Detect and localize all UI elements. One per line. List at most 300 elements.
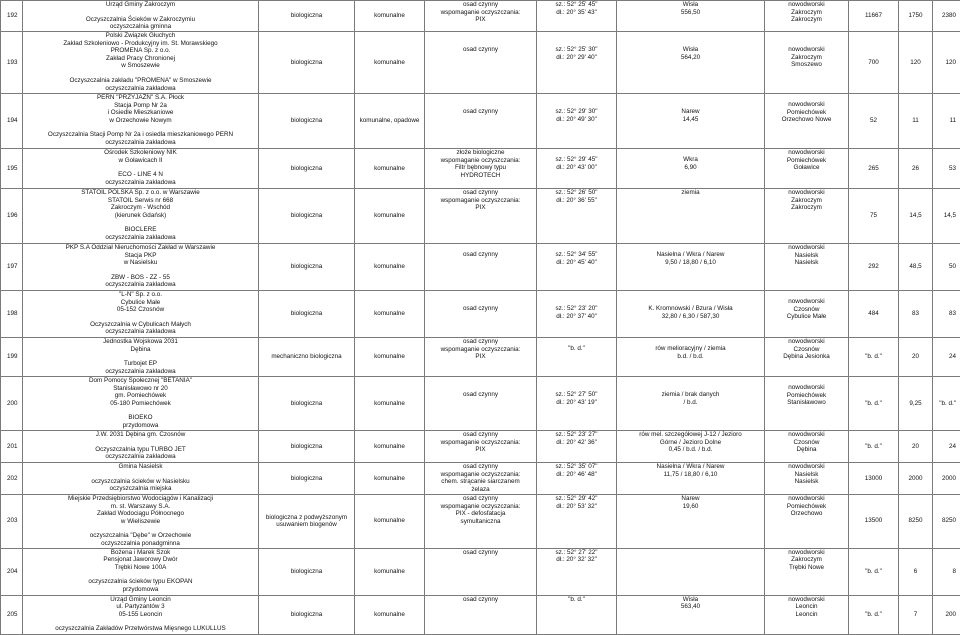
receiver-line: 556,50	[619, 9, 762, 17]
table-row	[1, 244, 960, 291]
row-number-cell	[1, 291, 23, 338]
facility-line: BIOCLERE	[25, 226, 256, 234]
facility-line: Stacja Pomp Nr 2a	[25, 102, 256, 110]
treatment-type-cell	[259, 463, 355, 495]
row-number-value: 198	[7, 310, 18, 317]
row-number-cell	[1, 595, 23, 634]
capacity-pe-value: "b. d."	[865, 568, 882, 575]
row-number-cell	[1, 94, 23, 149]
treatment-method-cell	[425, 595, 537, 634]
receiver-line: 11,75 / 18,80 / 6,10	[619, 471, 762, 479]
receiver-line	[619, 291, 762, 298]
facility-line: oczyszczalnia zakładowa	[25, 281, 256, 289]
design-flow-value: 20	[912, 443, 919, 450]
design-flow-value: 6	[914, 568, 918, 575]
receiver-cell	[617, 377, 765, 431]
facility-line: Dom Pomocy Społecznej "BETANIA"	[25, 377, 256, 385]
row-number-value: 203	[7, 517, 18, 524]
receiver-line	[619, 94, 762, 101]
max-flow-cell	[933, 495, 960, 549]
capacity-pe-cell	[849, 1, 899, 32]
treatment-method-line: wspomaganie oczyszczania:	[427, 157, 534, 165]
treatment-type-cell	[259, 149, 355, 189]
location-line: Orzechowo Nowe	[767, 116, 846, 124]
max-flow-cell	[933, 548, 960, 595]
location-line: Czosnów	[767, 439, 846, 447]
design-flow-cell	[899, 244, 933, 291]
capacity-pe-cell	[849, 244, 899, 291]
coordinates-cell	[537, 548, 617, 595]
treatment-method-line: wspomaganie oczyszczania:	[427, 503, 534, 511]
coordinates-line: sz.: 52° 26' 50"	[539, 189, 614, 197]
wastewater-kind-cell	[355, 244, 425, 291]
facility-line: oczyszczalnia zakładowa	[25, 179, 256, 187]
treatment-method-line	[427, 39, 534, 46]
location-line: Pomiechówek	[767, 392, 846, 400]
max-flow-cell	[933, 94, 960, 149]
coordinates-line	[539, 244, 614, 251]
facility-line: Bożena i Marek Szok	[25, 549, 256, 557]
max-flow-cell	[933, 149, 960, 189]
max-flow-value: 200	[945, 611, 956, 618]
treatment-type-value: biologiczna	[291, 475, 323, 482]
coordinates-line	[539, 101, 614, 108]
table-row	[1, 495, 960, 549]
facility-line: ECO - LINE 4 N	[25, 171, 256, 179]
location-line: nowodworski	[767, 46, 846, 54]
treatment-type-value: biologiczna	[291, 12, 323, 19]
capacity-pe-value: 292	[868, 263, 879, 270]
wastewater-kind-cell	[355, 149, 425, 189]
treatment-type-value: biologiczna	[291, 59, 323, 66]
treatment-type-cell	[259, 94, 355, 149]
receiver-cell	[617, 431, 765, 463]
coordinates-line: sz.: 52° 29' 45"	[539, 156, 614, 164]
treatment-method-line: żelaza	[427, 486, 534, 494]
treatment-type-value: biologiczna	[291, 400, 323, 407]
receiver-line: 563,40	[619, 603, 762, 611]
design-flow-cell	[899, 1, 933, 32]
treatment-method-line: osad czynny	[427, 391, 534, 399]
treatment-method-line	[427, 291, 534, 298]
treatment-method-cell	[425, 32, 537, 94]
facility-line: przydomowa	[25, 422, 256, 430]
location-line: nowodworski	[767, 495, 846, 503]
coordinates-cell	[537, 291, 617, 338]
facility-line: Oczyszczalnia Stacji Pomp Nr 2a i osiedla mieszkaniowego PERN	[25, 131, 256, 139]
location-line: nowodworski	[767, 384, 846, 392]
facility-cell	[23, 1, 259, 32]
treatment-type-value: biologiczna z podwyższonym usuwaniem biogenów	[266, 514, 347, 529]
receiver-line: 0,45 / b.d. / b.d.	[619, 446, 762, 454]
max-flow-value: 83	[949, 310, 956, 317]
treatment-method-line: osad czynny	[427, 251, 534, 259]
coordinates-line: sz.: 52° 34' 55"	[539, 251, 614, 259]
capacity-pe-cell	[849, 495, 899, 549]
location-line: Nasielsk	[767, 252, 846, 260]
facility-cell	[23, 149, 259, 189]
receiver-line: ziemia / brak danych	[619, 391, 762, 399]
design-flow-cell	[899, 291, 933, 338]
location-line: nowodworski	[767, 463, 846, 471]
location-line: Nasielsk	[767, 478, 846, 486]
treatment-method-line: wspomaganie oczyszczania:	[427, 471, 534, 479]
coordinates-line: dł.: 20° 29' 40"	[539, 54, 614, 62]
capacity-pe-value: "b. d."	[865, 400, 882, 407]
treatment-method-line: osad czynny	[427, 463, 534, 471]
max-flow-cell	[933, 377, 960, 431]
facility-line: PERN "PRZYJAŹŃ" S.A. Płock	[25, 94, 256, 102]
wastewater-kind-value: komunalne	[374, 353, 405, 360]
design-flow-cell	[899, 338, 933, 377]
receiver-line: Nasielna / Wkra / Narew	[619, 251, 762, 259]
design-flow-value: 14,5	[909, 212, 921, 219]
facility-line: Cybulice Małe	[25, 299, 256, 307]
design-flow-value: 20	[912, 353, 919, 360]
facility-line: Pensjonat Jaworowy Dwór	[25, 556, 256, 564]
facility-line: Zakład Szkoleniowo - Produkcyjny im. St. Morawskiego	[25, 40, 256, 48]
location-line: nowodworski	[767, 101, 846, 109]
design-flow-cell	[899, 431, 933, 463]
facility-line: PKP S.A Oddział Nieruchomości Zakład w Warszawie	[25, 244, 256, 252]
facility-line: oczyszczalnia miejska	[25, 485, 256, 493]
treatment-method-line: chem. strącanie siarczanem	[427, 478, 534, 486]
treatment-method-line: PIX	[427, 204, 534, 212]
facility-line: oczyszczalnia zakładowa	[25, 328, 256, 336]
coordinates-line	[539, 39, 614, 46]
facility-line	[25, 164, 256, 171]
location-cell	[765, 548, 849, 595]
max-flow-cell	[933, 431, 960, 463]
treatment-type-cell	[259, 595, 355, 634]
location-line: nowodworski	[767, 338, 846, 346]
row-number-value: 194	[7, 117, 18, 124]
location-line: Leoncin	[767, 603, 846, 611]
facility-line	[25, 219, 256, 226]
max-flow-cell	[933, 244, 960, 291]
facility-line	[25, 618, 256, 625]
treatment-method-line: osad czynny	[427, 338, 534, 346]
treatment-method-line: Filtr bębnowy typu	[427, 164, 534, 172]
wastewater-kind-value: komunalne	[374, 59, 405, 66]
max-flow-cell	[933, 463, 960, 495]
row-number-value: 196	[7, 212, 18, 219]
location-line: Zakroczym	[767, 9, 846, 17]
location-line: Dębina	[767, 446, 846, 454]
max-flow-value: 8	[952, 568, 956, 575]
treatment-type-value: mechaniczno biologiczna	[271, 353, 341, 360]
wastewater-kind-value: komunalne	[374, 517, 405, 524]
design-flow-cell	[899, 377, 933, 431]
receiver-line: rów mel. szczegółowej J-12 / Jezioro	[619, 431, 762, 439]
facility-cell	[23, 463, 259, 495]
wastewater-kind-cell	[355, 377, 425, 431]
facility-line: Urząd Gminy Leoncin	[25, 596, 256, 604]
design-flow-value: 1750	[908, 12, 922, 19]
wastewater-kind-cell	[355, 94, 425, 149]
treatment-type-value: biologiczna	[291, 263, 323, 270]
coordinates-line: dł.: 20° 43' 19"	[539, 399, 614, 407]
location-line: nowodworski	[767, 596, 846, 604]
design-flow-cell	[899, 189, 933, 244]
row-number-value: 199	[7, 353, 18, 360]
coordinates-cell	[537, 1, 617, 32]
max-flow-value: 24	[949, 443, 956, 450]
receiver-line: Wisła	[619, 1, 762, 9]
coordinates-cell	[537, 495, 617, 549]
facility-line: oczyszczalnia zakładowa	[25, 234, 256, 242]
table-row	[1, 94, 960, 149]
coordinates-cell	[537, 463, 617, 495]
table-row	[1, 377, 960, 431]
facility-line	[25, 124, 256, 131]
coordinates-line	[539, 94, 614, 101]
row-number-cell	[1, 495, 23, 549]
row-number-cell	[1, 548, 23, 595]
location-line: Stanisławowo	[767, 399, 846, 407]
wastewater-kind-cell	[355, 291, 425, 338]
treatment-method-line: PIX	[427, 446, 534, 454]
receiver-line: Wkra	[619, 156, 762, 164]
facility-line: J.W. 2031 Dębina gm. Czosnów	[25, 431, 256, 439]
receiver-cell	[617, 548, 765, 595]
coordinates-line: sz.: 52° 25' 45"	[539, 1, 614, 9]
facility-line: Zakroczym - Wschód	[25, 204, 256, 212]
receiver-line: Wisła	[619, 596, 762, 604]
location-line: nowodworski	[767, 189, 846, 197]
receiver-cell	[617, 1, 765, 32]
design-flow-value: 7	[914, 611, 918, 618]
capacity-pe-cell	[849, 377, 899, 431]
coordinates-line: dł.: 20° 36' 55"	[539, 197, 614, 205]
capacity-pe-value: 484	[868, 310, 879, 317]
treatment-type-cell	[259, 431, 355, 463]
location-line: Goławice	[767, 164, 846, 172]
facility-line: w Orzechowie Nowym	[25, 117, 256, 125]
treatment-type-cell	[259, 377, 355, 431]
design-flow-value: 11	[912, 117, 919, 124]
coordinates-line	[539, 298, 614, 305]
location-cell	[765, 431, 849, 463]
capacity-pe-cell	[849, 431, 899, 463]
facility-cell	[23, 338, 259, 377]
receiver-line	[619, 338, 762, 345]
coordinates-line	[539, 338, 614, 345]
facility-line: Zakład Wodociągu Północnego	[25, 510, 256, 518]
treatment-method-line: HYDROTECH	[427, 172, 534, 180]
facility-line	[25, 571, 256, 578]
coordinates-cell	[537, 595, 617, 634]
location-line: nowodworski	[767, 1, 846, 9]
location-line: Zakroczym	[767, 204, 846, 212]
capacity-pe-cell	[849, 548, 899, 595]
facility-line: oczyszczalnia zakładowa	[25, 139, 256, 147]
coordinates-cell	[537, 94, 617, 149]
facility-line: oczyszczalnia zakładowa	[25, 368, 256, 376]
facility-line: Stacja PKP	[25, 252, 256, 260]
coordinates-line: dł.: 20° 43' 00"	[539, 164, 614, 172]
facility-line: i Osiedle Mieszkaniowe	[25, 109, 256, 117]
facility-cell	[23, 595, 259, 634]
location-line	[767, 377, 846, 384]
coordinates-line: sz.: 52° 29' 42"	[539, 495, 614, 503]
location-line: Nasielsk	[767, 471, 846, 479]
design-flow-value: 120	[910, 59, 921, 66]
treatment-method-line	[427, 298, 534, 305]
wastewater-kind-value: komunalne	[374, 611, 405, 618]
receiver-line: 19,60	[619, 503, 762, 511]
location-line: Orzechowo	[767, 510, 846, 518]
location-line: Dębina Jesionka	[767, 353, 846, 361]
treatment-type-cell	[259, 495, 355, 549]
wastewater-kind-cell	[355, 189, 425, 244]
table-row	[1, 32, 960, 94]
row-number-cell	[1, 377, 23, 431]
wastewater-kind-value: komunalne	[374, 568, 405, 575]
facility-cell	[23, 377, 259, 431]
facility-line	[25, 439, 256, 446]
treatment-method-line	[427, 384, 534, 391]
treatment-method-line: PIX - defosfatacja	[427, 510, 534, 518]
row-number-value: 193	[7, 59, 18, 66]
treatment-type-value: biologiczna	[291, 165, 323, 172]
treatment-type-value: biologiczna	[291, 568, 323, 575]
receiver-line: / b.d.	[619, 399, 762, 407]
treatment-method-cell	[425, 431, 537, 463]
facility-line: Turbojet EP	[25, 360, 256, 368]
treatment-method-line	[427, 101, 534, 108]
location-line: Czosnów	[767, 346, 846, 354]
max-flow-cell	[933, 595, 960, 634]
receiver-line: Nasielna / Wkra / Narew	[619, 463, 762, 471]
facility-line: ZBW - BOS - ZZ - 55	[25, 274, 256, 282]
treatment-method-line	[427, 377, 534, 384]
facility-line: BIOEKO	[25, 414, 256, 422]
design-flow-cell	[899, 32, 933, 94]
max-flow-cell	[933, 338, 960, 377]
coordinates-line	[539, 149, 614, 156]
table-row	[1, 149, 960, 189]
receiver-line	[619, 298, 762, 305]
design-flow-value: 26	[912, 165, 919, 172]
treatment-type-cell	[259, 244, 355, 291]
treatment-type-value: biologiczna	[291, 212, 323, 219]
wastewater-kind-cell	[355, 338, 425, 377]
capacity-pe-cell	[849, 94, 899, 149]
location-line: nowodworski	[767, 431, 846, 439]
facility-line: Miejskie Przedsiębiorstwo Wodociągów i Kanalizacji	[25, 495, 256, 503]
facility-line: "L-N" Sp. z o.o.	[25, 291, 256, 299]
capacity-pe-cell	[849, 595, 899, 634]
treatment-method-cell	[425, 338, 537, 377]
treatment-method-line: PIX	[427, 16, 534, 24]
receiver-line	[619, 101, 762, 108]
location-cell	[765, 1, 849, 32]
facility-line: oczyszczalnia "Dębe" w Orzechowie	[25, 532, 256, 540]
location-line: nowodworski	[767, 549, 846, 557]
wastewater-kind-cell	[355, 431, 425, 463]
coordinates-cell	[537, 431, 617, 463]
facility-line: Oczyszczalnia Ścieków w Zakroczymiu	[25, 16, 256, 24]
treatment-method-cell	[425, 463, 537, 495]
facility-cell	[23, 32, 259, 94]
coordinates-line: sz.: 52° 35' 07"	[539, 463, 614, 471]
capacity-pe-value: "b. d."	[865, 443, 882, 450]
coordinates-line: sz.: 52° 27' 22"	[539, 549, 614, 557]
treatment-method-cell	[425, 189, 537, 244]
treatment-method-line: osad czynny	[427, 1, 534, 9]
receiver-line: Wisła	[619, 46, 762, 54]
location-line: Zakroczym	[767, 197, 846, 205]
location-cell	[765, 32, 849, 94]
coordinates-line: "b. d."	[539, 596, 614, 604]
capacity-pe-value: 265	[868, 165, 879, 172]
receiver-cell	[617, 244, 765, 291]
treatment-method-line: osad czynny	[427, 108, 534, 116]
treatment-method-line: osad czynny	[427, 549, 534, 557]
design-flow-cell	[899, 149, 933, 189]
facility-cell	[23, 94, 259, 149]
facility-line	[25, 525, 256, 532]
facility-line: oczyszczalnia gminna	[25, 23, 256, 31]
receiver-line: 14,45	[619, 116, 762, 124]
facility-line: w Nasielsku	[25, 259, 256, 267]
row-number-cell	[1, 189, 23, 244]
coordinates-line	[539, 377, 614, 384]
facility-line: 05-155 Leoncin	[25, 611, 256, 619]
location-line: nowodworski	[767, 149, 846, 157]
receiver-cell	[617, 595, 765, 634]
table-body	[1, 1, 960, 635]
coordinates-cell	[537, 244, 617, 291]
capacity-pe-value: "b. d."	[865, 611, 882, 618]
facility-line: Jednostka Wojskowa 2031	[25, 338, 256, 346]
facility-line: Zakład Pracy Chronionej	[25, 55, 256, 63]
coordinates-cell	[537, 32, 617, 94]
location-line: Pomiechówek	[767, 109, 846, 117]
design-flow-value: 48,5	[909, 263, 921, 270]
coordinates-line: sz.: 52° 29' 30"	[539, 108, 614, 116]
facility-line: PROMENA Sp. z o.o.	[25, 47, 256, 55]
wastewater-kind-cell	[355, 548, 425, 595]
facility-line: Urząd Gminy Zakroczym	[25, 1, 256, 9]
location-cell	[765, 377, 849, 431]
facility-line: Oczyszczalnia typu TURBO JET	[25, 446, 256, 454]
capacity-pe-value: 75	[870, 212, 877, 219]
facility-line: Oczyszczalnia w Cybulicach Małych	[25, 321, 256, 329]
wastewater-kind-value: komunalne	[374, 263, 405, 270]
facility-line: w Smoszewie	[25, 62, 256, 70]
table-row	[1, 548, 960, 595]
facility-line: ul. Partyzantów 3	[25, 603, 256, 611]
coordinates-line: dł.: 20° 32' 32"	[539, 556, 614, 564]
treatment-method-line: wspomaganie oczyszczania:	[427, 439, 534, 447]
receiver-cell	[617, 149, 765, 189]
location-cell	[765, 189, 849, 244]
treatment-method-line: wspomaganie oczyszczania:	[427, 346, 534, 354]
treatment-method-line: osad czynny	[427, 495, 534, 503]
location-cell	[765, 463, 849, 495]
facility-line	[25, 353, 256, 360]
treatment-method-line: osad czynny	[427, 431, 534, 439]
row-number-value: 202	[7, 475, 18, 482]
max-flow-cell	[933, 32, 960, 94]
capacity-pe-value: 700	[868, 59, 879, 66]
treatment-method-line: złoże biologiczne	[427, 149, 534, 157]
facility-line: w Goławicach II	[25, 157, 256, 165]
coordinates-line: sz.: 52° 27' 50"	[539, 391, 614, 399]
facility-cell	[23, 244, 259, 291]
